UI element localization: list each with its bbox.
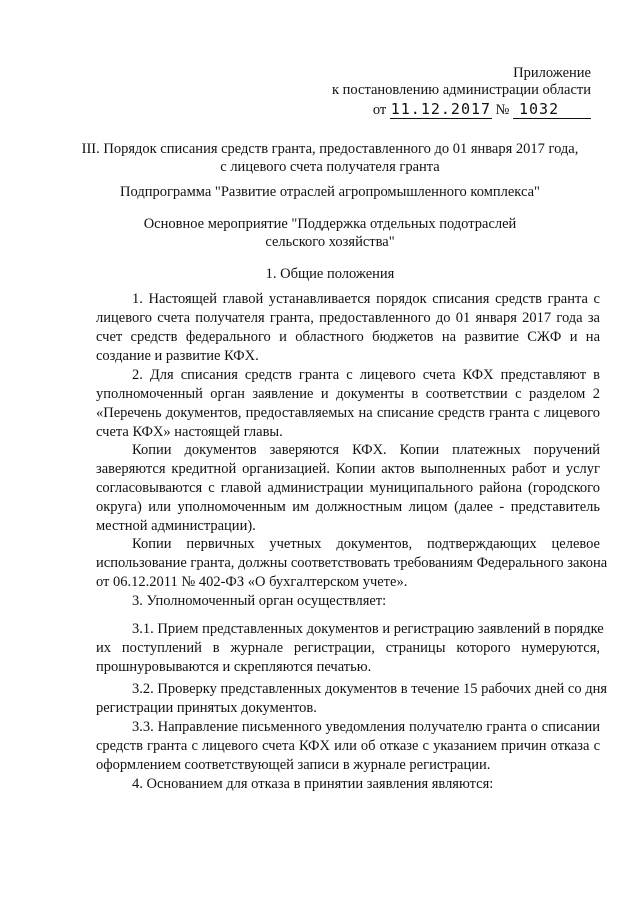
main-event-line: сельского хозяйства" [265,234,395,250]
paragraph [96,620,604,677]
paragraph-line: их поступлений в журнале регистрации, страницы которого нумеруются, [96,640,600,656]
paragraph-line: от 06.12.2011 № 402-ФЗ «О бухгалтерском учете». [96,574,408,590]
section-title [60,140,600,176]
paragraph-line: 4. Основанием для отказа в принятии заявления являются: [132,776,494,792]
paragraph-line: счета КФХ» настоящей главы. [96,424,283,440]
paragraph-line: согласовываются с главой администрации муниципального района (городского [96,480,600,496]
paragraph [96,592,600,611]
section-title-line: с лицевого счета получателя гранта [220,159,440,175]
paragraph-line: прошнуровываются и скрепляются печатью. [96,659,372,675]
appendix-resolution: к постановлению администрации области [331,82,591,98]
number-sign: № [495,102,510,118]
paragraph-line: 2. Для списания средств гранта с лицевого счета КФХ представляют в [132,367,600,383]
paragraph-line: местной администрации). [96,518,256,534]
paragraph-line: 3.3. Направление письменного уведомления получателю гранта о списании [132,719,600,735]
paragraph-line: лицевого счета получателя гранта, предоставленного до 01 января 2017 года за [96,310,600,326]
paragraph [96,680,608,718]
paragraph [96,366,600,442]
paragraph [96,775,600,794]
paragraph-line: оформлением соответствующей записи в журнале регистрации. [96,757,491,773]
section-title-line: III. Порядок списания средств гранта, предоставленного до 01 января 2017 года, [81,141,579,157]
paragraph [96,535,608,592]
from-label: от [372,102,387,118]
paragraph-line: уполномоченный орган заявление и документы в соответствии с разделом 2 [96,386,600,402]
paragraph-line: Копии первичных учетных документов, подтверждающих целевое [132,536,600,552]
paragraph-line: Копии документов заверяются КФХ. Копии платежных поручений [132,442,600,458]
subprogram-title: Подпрограмма "Развитие отраслей агропромышленного комплекса" [120,184,540,200]
paragraph [96,290,600,366]
paragraph-line: 3.1. Прием представленных документов и регистрацию заявлений в порядке [132,621,604,637]
appendix-title: Приложение [513,65,591,81]
paragraph-line: заверяются кредитной организацией. Копии актов выполненных работ и услуг [96,461,600,477]
paragraph-line: 1. Настоящей главой устанавливается порядок списания средств гранта с [132,291,600,307]
paragraph-line: использование гранта, должны соответствовать требованиям Федерального закона [96,555,608,571]
appendix-date-number [373,100,591,119]
paragraph-line: регистрации принятых документов. [96,700,317,716]
paragraph-line: счет средств федерального и областного бюджетов на развитие СЖФ и на [96,329,600,345]
paragraph [96,441,600,536]
resolution-number: 1032 [513,100,591,119]
paragraph-line: создание и развитие КФХ. [96,348,259,364]
paragraph-line: 3. Уполномоченный орган осуществляет: [132,593,387,609]
resolution-date: 11.12.2017 [390,100,492,118]
paragraph [96,718,600,775]
paragraph-line: 3.2. Проверку представленных документов в течение 15 рабочих дней со дня [132,681,608,697]
main-event-title [60,215,600,251]
paragraph-line: средств гранта с лицевого счета КФХ или об отказе с указанием причин отказа с [96,738,600,754]
main-event-line: Основное мероприятие "Поддержка отдельных подотраслей [143,216,517,232]
paragraph-line: округа) или уполномоченным им должностным лицом (далее - представитель [96,499,600,515]
chapter-heading: 1. Общие положения [265,266,395,282]
paragraph-line: «Перечень документов, предоставляемых на списание средств гранта с лицевого [96,405,600,421]
